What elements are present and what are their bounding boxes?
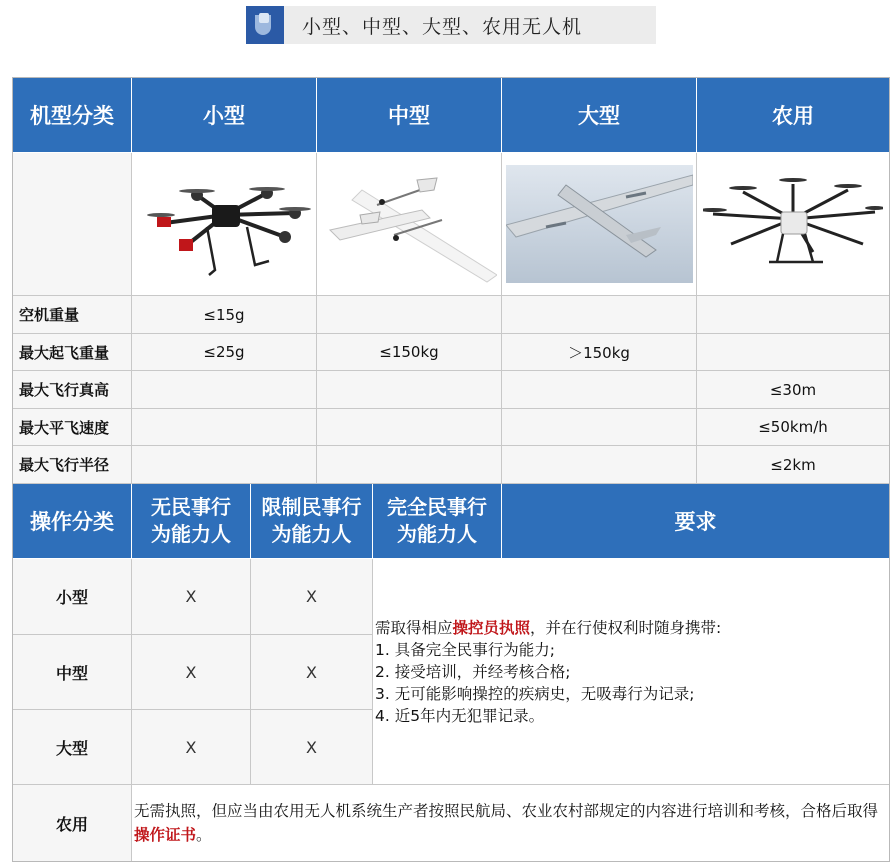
op-mark: X bbox=[251, 559, 373, 635]
spec-label: 空机重量 bbox=[13, 296, 132, 334]
spec-value: ≤2km bbox=[697, 446, 889, 484]
header-large: 大型 bbox=[502, 78, 697, 153]
op-header-requirement: 要求 bbox=[502, 484, 889, 559]
spec-value bbox=[502, 409, 697, 446]
document-icon bbox=[246, 6, 284, 44]
header-small: 小型 bbox=[132, 78, 317, 153]
spec-value bbox=[317, 446, 502, 484]
requirement-item: 2. 接受培训，并经考核合格; bbox=[375, 663, 571, 681]
spec-value bbox=[502, 296, 697, 334]
op-header-category: 操作分类 bbox=[13, 484, 132, 559]
agri-drone-image bbox=[703, 174, 883, 274]
spec-value bbox=[132, 409, 317, 446]
agri-row-text: 无需执照，但应当由农用无人机系统生产者按照民航局、农业农村部规定的内容进行培训和考核，合格后取得操作证书。 bbox=[132, 785, 889, 861]
page-title: 小型、中型、大型、农用无人机 bbox=[302, 15, 583, 38]
small-drone-image bbox=[137, 165, 312, 283]
spec-value bbox=[317, 409, 502, 446]
small-drone-cell bbox=[132, 153, 317, 296]
header-medium: 中型 bbox=[317, 78, 502, 153]
agri-drone-cell bbox=[697, 153, 889, 296]
header-agri: 农用 bbox=[697, 78, 889, 153]
spec-value: ≤15g bbox=[132, 296, 317, 334]
spec-value bbox=[132, 371, 317, 409]
drone-classification-table bbox=[12, 77, 890, 862]
medium-drone-image bbox=[322, 160, 497, 288]
requirement-item: 1. 具备完全民事行为能力; bbox=[375, 641, 555, 659]
op-mark: X bbox=[132, 635, 251, 710]
op-row-label: 大型 bbox=[13, 710, 132, 785]
spec-value bbox=[317, 371, 502, 409]
spec-value: ≤50km/h bbox=[697, 409, 889, 446]
header-category: 机型分类 bbox=[13, 78, 132, 153]
spec-value: ≤25g bbox=[132, 334, 317, 371]
op-row-label: 中型 bbox=[13, 635, 132, 710]
medium-drone-cell bbox=[317, 153, 502, 296]
spec-value: ≤150kg bbox=[317, 334, 502, 371]
op-row-label: 小型 bbox=[13, 559, 132, 635]
op-mark: X bbox=[251, 635, 373, 710]
requirement-intro: 需取得相应操控员执照，并在行使权利时随身携带: bbox=[375, 619, 722, 637]
requirement-item: 3. 无可能影响操控的疾病史，无吸毒行为记录; bbox=[375, 685, 695, 703]
op-mark: X bbox=[132, 710, 251, 785]
spec-value bbox=[317, 296, 502, 334]
spec-value: ＞150kg bbox=[502, 334, 697, 371]
spec-label: 最大飞行半径 bbox=[13, 446, 132, 484]
spec-label: 最大飞行真高 bbox=[13, 371, 132, 409]
op-header-col2: 限制民事行为能力人 bbox=[251, 484, 373, 559]
spec-value bbox=[697, 296, 889, 334]
large-drone-image bbox=[506, 165, 693, 283]
op-header-col1: 无民事行为能力人 bbox=[132, 484, 251, 559]
requirement-item: 4. 近5年内无犯罪记录。 bbox=[375, 707, 545, 725]
large-drone-cell bbox=[502, 153, 697, 296]
spec-value bbox=[502, 446, 697, 484]
title-banner bbox=[246, 6, 656, 44]
picture-row-label bbox=[13, 153, 132, 296]
op-header-col3: 完全民事行为能力人 bbox=[373, 484, 502, 559]
op-mark: X bbox=[251, 710, 373, 785]
spec-value bbox=[697, 334, 889, 371]
op-mark: X bbox=[132, 559, 251, 635]
spec-value: ≤30m bbox=[697, 371, 889, 409]
spec-label: 最大平飞速度 bbox=[13, 409, 132, 446]
spec-label: 最大起飞重量 bbox=[13, 334, 132, 371]
spec-value bbox=[502, 371, 697, 409]
agri-row-label: 农用 bbox=[13, 785, 132, 861]
requirement-text bbox=[373, 559, 889, 785]
spec-value bbox=[132, 446, 317, 484]
